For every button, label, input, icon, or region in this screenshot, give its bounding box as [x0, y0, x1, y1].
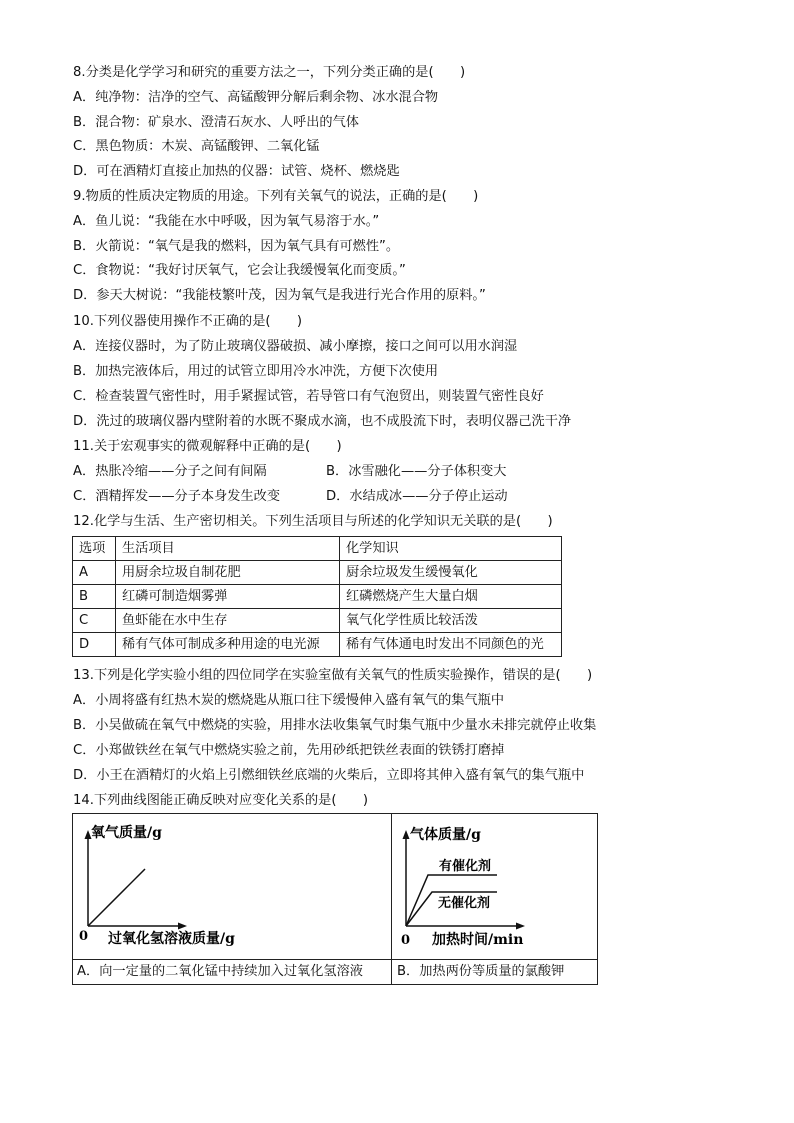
graph-b-caption: B．加热两份等质量的氯酸钾 — [397, 964, 565, 979]
q10-stem: 10.下列仪器使用操作不正确的是( ) — [73, 314, 303, 329]
table-cell: C — [73, 609, 116, 633]
q8-option-d: D．可在酒精灯直接止加热的仪器：试管、烧杯、燃烧匙 — [73, 164, 400, 179]
q8-stem: 8.分类是化学学习和研究的重要方法之一，下列分类正确的是( ) — [73, 65, 466, 80]
table-cell: A — [73, 561, 116, 585]
graph-b-curve1-label: 有催化剂 — [439, 859, 492, 874]
graph-b-origin: 0 — [401, 933, 411, 948]
q9-option-c: C．食物说：“我好讨厌氧气，它会让我缓慢氧化而变质。” — [73, 263, 406, 278]
q9-option-b: B．火箭说：“氧气是我的燃料，因为氧气具有可燃性”。 — [73, 239, 400, 254]
graph-a-caption: A．向一定量的二氧化锰中持续加入过氧化氢溶液 — [77, 964, 363, 979]
q8-option-a: A．纯净物：洁净的空气、高锰酸钾分解后剩余物、冰水混合物 — [73, 90, 439, 105]
q12-stem: 12.化学与生活、生产密切相关。下列生活项目与所述的化学知识无关联的是( ) — [73, 514, 553, 529]
q11-option-c: C．酒精挥发——分子本身发生改变 — [73, 489, 281, 504]
q9-option-a: A．鱼儿说：“我能在水中呼吸，因为氧气易溶于水。” — [73, 214, 380, 229]
q14-figure-table — [72, 813, 598, 985]
graph-b-xlabel: 加热时间/min — [432, 932, 524, 948]
q12-table — [72, 536, 562, 657]
q9-option-d: D．参天大树说：“我能枝繁叶茂，因为氧气是我进行光合作用的原料。” — [73, 288, 486, 303]
q11-option-d: D．水结成冰——分子停止运动 — [326, 489, 508, 504]
q8-option-b: B．混合物：矿泉水、澄清石灰水、人呼出的气体 — [73, 115, 359, 130]
graph-a-origin: 0 — [79, 929, 89, 944]
table-cell: 稀有气体通电时发出不同颜色的光 — [340, 633, 562, 657]
q10-option-b: B．加热完液体后，用过的试管立即用冷水冲洗，方便下次使用 — [73, 364, 439, 379]
q10-option-a: A．连接仪器时，为了防止玻璃仪器破损、减小摩擦，接口之间可以用水润湿 — [73, 339, 518, 354]
q11-option-b: B．冰雪融化——分子体积变大 — [326, 464, 507, 479]
table-header-row — [73, 537, 562, 561]
table-cell: 鱼虾能在水中生存 — [116, 609, 340, 633]
table-header-cell: 化学知识 — [340, 537, 562, 561]
arrow-right-icon — [178, 923, 187, 930]
q11-stem: 11.关于宏观事实的微观解释中正确的是( ) — [73, 439, 342, 454]
table-header-cell: 选项 — [73, 537, 116, 561]
arrow-right-icon — [516, 923, 525, 930]
table-cell: B — [73, 585, 116, 609]
q8-option-c: C．黑色物质：木炭、高锰酸钾、二氧化锰 — [73, 139, 320, 154]
arrow-up-icon — [403, 830, 410, 839]
q10-option-d: D．洗过的玻璃仪器内壁附着的水既不聚成水滴，也不成股流下时，表明仪器己洗干净 — [73, 414, 572, 429]
table-cell: 红磷燃烧产生大量白烟 — [340, 585, 562, 609]
graph-b — [392, 814, 598, 959]
table-cell: 红磷可制造烟雾弹 — [116, 585, 340, 609]
table-row — [73, 633, 562, 657]
graph-a-ylabel: 氧气质量/g — [91, 825, 162, 841]
graph-a-xlabel: 过氧化氢溶液质量/g — [108, 931, 235, 947]
q9-stem: 9.物质的性质决定物质的用途。下列有关氧气的说法，正确的是( ) — [73, 189, 479, 204]
q10-option-c: C．检查装置气密性时，用手紧握试管，若导管口有气泡贸出，则装置气密性良好 — [73, 389, 544, 404]
graph-b-curve2-label: 无催化剂 — [438, 896, 491, 911]
table-cell: 稀有气体可制成多种用途的电光源 — [116, 633, 340, 657]
divider — [73, 959, 597, 960]
table-cell: 厨余垃圾发生缓慢氧化 — [340, 561, 562, 585]
graph-b-ylabel: 气体质量/g — [410, 827, 481, 843]
table-cell: D — [73, 633, 116, 657]
q13-stem: 13.下列是化学实验小组的四位同学在实验室做有关氧气的性质实验操作，错误的是( ) — [73, 668, 593, 683]
table-row — [73, 561, 562, 585]
table-cell: 用厨余垃圾自制花肥 — [116, 561, 340, 585]
table-header-cell: 生活项目 — [116, 537, 340, 561]
q13-option-a: A．小周将盛有红热木炭的燃烧匙从瓶口往下缓慢伸入盛有氧气的集气瓶中 — [73, 693, 505, 708]
graph-a-curve — [88, 869, 145, 926]
q11-option-a: A．热胀冷缩——分子之间有间隔 — [73, 464, 267, 479]
q13-option-b: B．小吴做硫在氧气中燃烧的实验，用排水法收集氧气时集气瓶中少量水未排完就停止收集 — [73, 718, 597, 733]
q13-option-c: C．小郑做铁丝在氧气中燃烧实验之前，先用砂纸把铁丝表面的铁锈打磨掉 — [73, 743, 505, 758]
table-cell: 氧气化学性质比较活泼 — [340, 609, 562, 633]
q13-option-d: D．小王在酒精灯的火焰上引燃细铁丝底端的火柴后，立即将其伸入盛有氧气的集气瓶中 — [73, 768, 585, 783]
table-row — [73, 609, 562, 633]
q14-stem: 14.下列曲线图能正确反映对应变化关系的是( ) — [73, 793, 369, 808]
table-row — [73, 585, 562, 609]
graph-a — [73, 814, 391, 959]
